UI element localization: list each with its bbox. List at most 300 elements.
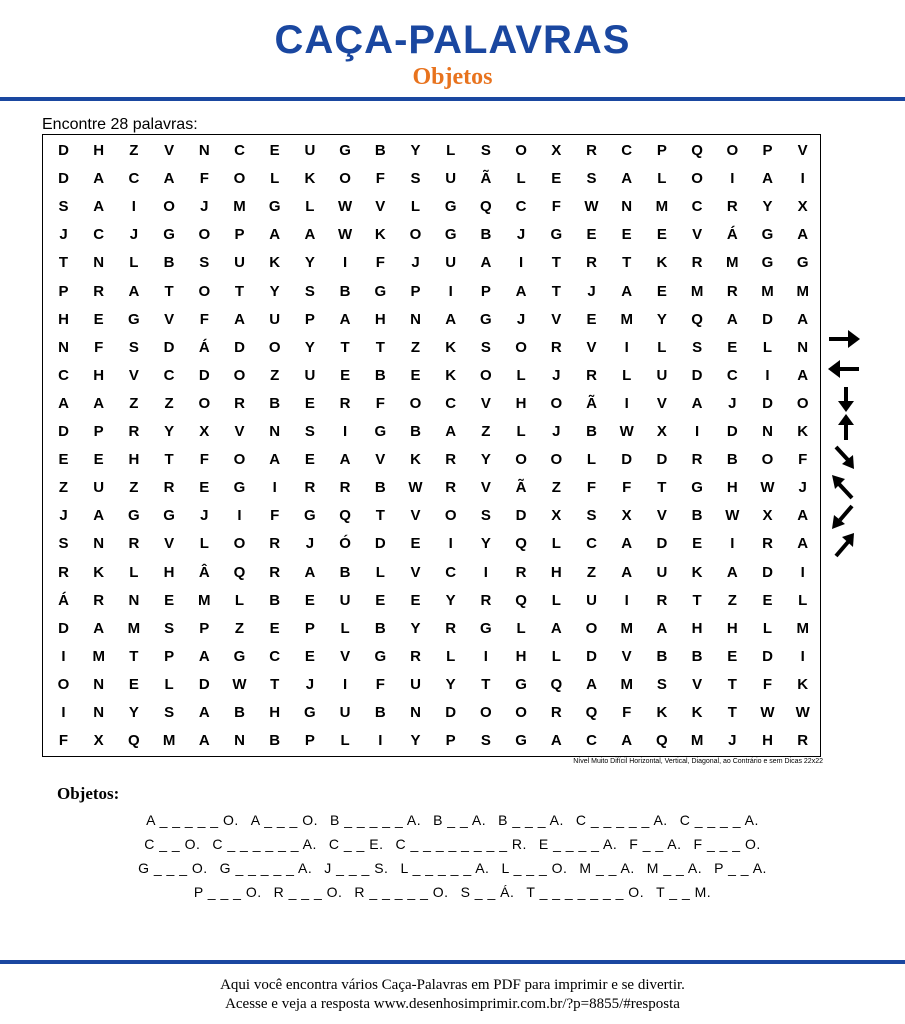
word-hint: F _ _ _ O.: [693, 836, 761, 852]
grid-cell: M: [620, 619, 633, 637]
grid-cell: Y: [762, 198, 773, 216]
page-subtitle: Objetos: [412, 64, 493, 90]
grid-cell: N: [234, 732, 245, 750]
grid-cell: C: [163, 366, 175, 384]
grid-cell: A: [163, 170, 175, 188]
grid-cell: B: [480, 226, 492, 244]
grid-cell: R: [480, 591, 492, 609]
grid-cell: D: [762, 563, 773, 581]
word-hint: T _ _ M.: [656, 884, 712, 900]
bottom-divider: [0, 960, 905, 964]
grid-cell: I: [800, 563, 805, 581]
grid-cell: K: [445, 338, 457, 356]
grid-cell: D: [515, 507, 527, 525]
grid-cell: W: [584, 198, 599, 216]
grid-cell: M: [198, 591, 211, 609]
grid-cell: V: [621, 647, 632, 665]
grid-cell: C: [621, 142, 633, 159]
grid-cell: C: [586, 535, 597, 553]
grid-cell: C: [586, 732, 597, 750]
grid-cell: X: [621, 507, 632, 525]
grid-cell: B: [339, 282, 351, 300]
grid-cell: G: [304, 507, 316, 525]
grid-cell: V: [480, 394, 491, 412]
grid-cell: L: [199, 535, 209, 553]
grid-cell: O: [726, 142, 739, 159]
grid-cell: B: [410, 423, 421, 440]
grid-cell: A: [550, 732, 562, 750]
grid-cell: T: [375, 338, 385, 356]
grid-cell: W: [619, 423, 634, 440]
grid-cell: L: [516, 423, 526, 440]
grid-cell: Á: [58, 591, 69, 609]
grid-cell: D: [234, 338, 245, 356]
grid-cell: L: [446, 142, 456, 159]
grid-cell: I: [624, 394, 629, 412]
grid-cell: V: [375, 198, 386, 216]
word-list: [0, 808, 905, 904]
grid-cell: D: [163, 338, 175, 356]
grid-cell: H: [269, 704, 281, 721]
grid-cell: E: [269, 619, 280, 637]
grid-cell: I: [730, 170, 735, 188]
grid-cell: U: [93, 479, 105, 497]
grid-cell: F: [199, 170, 209, 188]
grid-cell: Q: [585, 704, 598, 721]
grid-cell: H: [762, 732, 773, 750]
grid-cell: M: [761, 282, 774, 300]
grid-cell: K: [656, 254, 668, 272]
grid-cell: Z: [551, 479, 561, 497]
grid-cell: J: [516, 310, 526, 328]
grid-cell: F: [586, 479, 597, 497]
grid-cell: N: [269, 423, 281, 440]
grid-cell: G: [339, 142, 351, 159]
grid-cell: M: [620, 675, 633, 693]
grid-cell: Y: [410, 619, 421, 637]
grid-cell: R: [726, 198, 738, 216]
grid-cell: L: [551, 535, 561, 553]
grid-cell: A: [726, 310, 738, 328]
grid-cell: V: [551, 310, 562, 328]
grid-cell: L: [657, 170, 667, 188]
grid-cell: F: [199, 310, 209, 328]
grid-cell: Z: [129, 142, 139, 159]
grid-cell: A: [445, 310, 457, 328]
grid-cell: O: [233, 366, 246, 384]
grid-cell: E: [410, 535, 421, 553]
grid-cell: U: [234, 254, 245, 272]
instruction-text: Encontre 28 palavras:: [42, 116, 198, 133]
page-title: CAÇA-PALAVRAS: [274, 18, 631, 62]
grid-cell: O: [550, 394, 563, 412]
grid-cell: O: [480, 366, 492, 384]
grid-cell: A: [621, 732, 633, 750]
grid-cell: S: [656, 675, 667, 693]
grid-cell: X: [762, 507, 773, 525]
grid-cell: L: [516, 366, 526, 384]
grid-cell: J: [728, 394, 737, 412]
grid-cell: M: [690, 732, 704, 750]
grid-cell: C: [726, 366, 738, 384]
grid-cell: X: [797, 198, 808, 216]
grid-cell: C: [691, 198, 703, 216]
grid-cell: H: [374, 310, 386, 328]
grid-cell: X: [93, 732, 104, 750]
grid-cell: J: [587, 282, 596, 300]
grid-cell: F: [762, 675, 773, 693]
grid-cell: F: [199, 451, 209, 469]
word-hint: R _ _ _ _ _ O.: [354, 884, 449, 900]
grid-cell: R: [339, 394, 351, 412]
grid-cell: A: [269, 451, 281, 469]
word-hint: S _ _ Á.: [460, 884, 515, 900]
word-hint: G _ _ _ O.: [138, 860, 208, 876]
grid-cell: A: [198, 704, 210, 721]
grid-cell: A: [339, 310, 351, 328]
grid-cell: Á: [726, 226, 738, 244]
grid-cell: I: [448, 282, 453, 300]
grid-cell: B: [586, 423, 597, 440]
grid-cell: L: [305, 198, 315, 216]
grid-cell: Z: [727, 591, 737, 609]
grid-cell: B: [269, 732, 281, 750]
grid-cell: N: [410, 310, 421, 328]
word-hint: C _ _ _ _ A.: [679, 812, 759, 828]
grid-cell: Q: [550, 675, 563, 693]
grid-cell: S: [164, 619, 175, 637]
grid-cell: D: [58, 619, 69, 637]
grid-cell: A: [58, 394, 69, 412]
grid-cell: U: [586, 591, 597, 609]
grid-cell: Q: [128, 732, 140, 750]
grid-cell: O: [198, 282, 211, 300]
grid-cell: S: [692, 338, 703, 356]
grid-cell: K: [691, 563, 703, 581]
grid-cell: J: [59, 226, 68, 244]
grid-cell: P: [445, 732, 456, 750]
grid-cell: Ó: [339, 535, 351, 553]
grid-cell: I: [61, 704, 66, 721]
grid-cell: V: [797, 142, 808, 159]
grid-cell: U: [445, 170, 457, 188]
grid-cell: D: [656, 535, 668, 553]
grid-cell: G: [480, 619, 492, 637]
grid-cell: C: [445, 394, 457, 412]
word-hint-line: [0, 856, 905, 880]
grid-cell: A: [797, 535, 809, 553]
grid-cell: R: [691, 451, 703, 469]
grid-cell: D: [621, 451, 633, 469]
grid-cell: J: [129, 226, 139, 244]
grid-cell: C: [515, 198, 527, 216]
grid-cell: N: [93, 254, 105, 272]
grid-cell: S: [199, 254, 210, 272]
grid-cell: L: [622, 366, 632, 384]
grid-cell: P: [58, 282, 69, 300]
grid-cell: I: [624, 338, 629, 356]
grid-cell: O: [444, 507, 457, 525]
grid-cell: L: [657, 338, 667, 356]
grid-cell: W: [760, 479, 775, 497]
grid-cell: D: [586, 647, 597, 665]
grid-cell: G: [163, 226, 175, 244]
footer-line-2: Acesse e veja a resposta www.desenhosimprimir.com.br/?p=8855/#resposta: [225, 996, 680, 1012]
grid-cell: M: [162, 732, 176, 750]
grid-cell: R: [691, 254, 703, 272]
grid-cell: F: [375, 394, 385, 412]
grid-cell: S: [480, 732, 491, 750]
grid-cell: L: [375, 563, 385, 581]
grid-cell: W: [760, 704, 775, 721]
grid-cell: G: [374, 282, 387, 300]
grid-cell: U: [304, 142, 316, 159]
grid-cell: H: [128, 451, 140, 469]
grid-cell: L: [340, 619, 350, 637]
grid-cell: S: [586, 507, 597, 525]
grid-cell: W: [408, 479, 423, 497]
word-hint: P _ _ _ O.: [193, 884, 262, 900]
grid-cell: Y: [128, 704, 139, 721]
grid-cell: Y: [480, 451, 491, 469]
grid-cell: K: [304, 170, 316, 188]
footer: [0, 976, 905, 1014]
grid-cell: P: [656, 142, 667, 159]
grid-cell: J: [200, 198, 209, 216]
grid-cell: O: [550, 451, 563, 469]
word-hint: C _ _ O.: [144, 836, 201, 852]
grid-cell: V: [410, 563, 421, 581]
grid-cell: K: [797, 675, 809, 693]
grid-cell: L: [516, 619, 526, 637]
right-arrow-icon: [826, 325, 862, 353]
grid-cell: Ã: [480, 170, 492, 188]
grid-cell: S: [480, 142, 491, 159]
grid-cell: V: [164, 310, 175, 328]
grid-cell: H: [515, 394, 527, 412]
grid-cell: V: [692, 226, 703, 244]
grid-cell: W: [338, 226, 353, 244]
grid-cell: R: [269, 535, 281, 553]
word-hint: R _ _ _ O.: [273, 884, 343, 900]
grid-cell: H: [93, 142, 105, 159]
grid-cell: M: [796, 282, 809, 300]
grid-cell: X: [199, 423, 210, 440]
grid-cell: B: [374, 366, 386, 384]
grid-cell: Q: [233, 563, 246, 581]
grid-cell: G: [691, 479, 703, 497]
grid-cell: L: [516, 170, 526, 188]
grid-cell: M: [655, 198, 669, 216]
grid-cell: I: [695, 423, 700, 440]
grid-cell: H: [726, 479, 738, 497]
grid-cell: R: [726, 282, 738, 300]
grid-cell: C: [234, 142, 245, 159]
grid-cell: A: [726, 563, 738, 581]
grid-cell: E: [762, 591, 773, 609]
grid-cell: K: [691, 704, 703, 721]
grid-cell: I: [343, 423, 348, 440]
grid-cell: B: [269, 394, 281, 412]
grid-cell: A: [445, 423, 457, 440]
grid-cell: K: [445, 366, 457, 384]
grid-cell: E: [727, 338, 738, 356]
grid-cell: R: [445, 619, 457, 637]
grid-cell: G: [374, 647, 387, 665]
grid-cell: P: [480, 282, 491, 300]
grid-cell: A: [339, 451, 351, 469]
grid-cell: J: [552, 366, 561, 384]
grid-cell: A: [797, 366, 809, 384]
grid-cell: D: [762, 647, 773, 665]
grid-cell: T: [481, 675, 491, 693]
grid-cell: P: [410, 282, 421, 300]
grid-cell: I: [343, 254, 348, 272]
grid-cell: U: [339, 591, 351, 609]
grid-cell: B: [269, 591, 281, 609]
grid-cell: I: [730, 535, 735, 553]
grid-cell: O: [585, 619, 598, 637]
grid-cell: L: [410, 198, 421, 216]
grid-cell: K: [797, 423, 809, 440]
grid-cell: L: [234, 591, 245, 609]
grid-cell: I: [272, 479, 277, 497]
grid-cell: G: [233, 479, 246, 497]
grid-cell: A: [515, 282, 527, 300]
grid-cell: H: [691, 619, 703, 637]
grid-cell: B: [374, 704, 386, 721]
word-hint-line: [0, 880, 905, 904]
grid-cell: O: [163, 198, 175, 216]
word-hint: C _ _ _ _ _ A.: [575, 812, 668, 828]
grid-cell: Q: [480, 198, 492, 216]
grid-cell: Z: [234, 619, 245, 637]
grid-cell: I: [765, 366, 770, 384]
grid-cell: F: [94, 338, 104, 356]
grid-cell: P: [234, 226, 245, 244]
grid-cell: I: [448, 535, 453, 553]
grid-cell: T: [622, 254, 632, 272]
grid-cell: P: [164, 647, 175, 665]
grid-cell: W: [795, 704, 810, 721]
grid-cell: J: [305, 675, 315, 693]
grid-cell: N: [93, 535, 105, 553]
grid-cell: Y: [164, 423, 175, 440]
grid-cell: J: [200, 507, 209, 525]
grid-cell: A: [198, 732, 210, 750]
grid-cell: U: [339, 704, 351, 721]
grid-cell: A: [269, 226, 281, 244]
grid-cell: E: [656, 282, 667, 300]
grid-cell: G: [268, 198, 281, 216]
word-hint-line: [0, 808, 905, 832]
grid-cell: C: [269, 647, 281, 665]
grid-cell: I: [800, 647, 805, 665]
grid-cell: R: [586, 254, 597, 272]
grid-cell: N: [410, 704, 421, 721]
grid-cell: N: [93, 704, 105, 721]
grid-cell: B: [163, 254, 175, 272]
grid-cell: B: [656, 647, 668, 665]
grid-cell: G: [128, 310, 140, 328]
grid-cell: N: [198, 142, 210, 159]
grid-cell: I: [131, 198, 136, 216]
grid-cell: G: [796, 254, 809, 272]
grid-cell: A: [586, 675, 597, 693]
grid-cell: E: [656, 226, 667, 244]
grid-cell: A: [234, 310, 245, 328]
grid-cell: G: [515, 675, 527, 693]
word-hint: B _ _ _ _ _ A.: [330, 812, 422, 828]
grid-cell: E: [375, 591, 386, 609]
grid-cell: I: [624, 591, 629, 609]
grid-cell: I: [483, 647, 488, 665]
grid-cell: N: [621, 198, 633, 216]
grid-cell: M: [92, 647, 105, 665]
grid-cell: A: [550, 619, 562, 637]
grid-cell: Y: [304, 254, 315, 272]
grid-cell: B: [691, 647, 703, 665]
grid-cell: T: [727, 675, 737, 693]
grid-cell: N: [762, 423, 773, 440]
grid-cell: V: [410, 507, 421, 525]
grid-cell: L: [551, 647, 561, 665]
grid-cell: E: [128, 675, 139, 693]
down-left-arrow-icon: [826, 503, 862, 531]
grid-cell: T: [234, 282, 245, 300]
grid-cell: A: [93, 198, 105, 216]
grid-cell: Y: [445, 675, 456, 693]
grid-cell: S: [128, 338, 139, 356]
grid-cell: U: [410, 675, 421, 693]
word-hint: J _ _ _ S.: [324, 860, 389, 876]
grid-cell: O: [515, 704, 527, 721]
grid-cell: H: [93, 366, 105, 384]
word-hint: E _ _ _ _ A.: [538, 836, 618, 852]
difficulty-note: Nível Muito Difícil Horizontal, Vertical, Diagonal, ao Contrário e sem Dicas 22x22: [573, 758, 823, 765]
grid-cell: V: [656, 394, 667, 412]
grid-cell: U: [269, 310, 281, 328]
grid-cell: Ã: [586, 394, 597, 412]
grid-cell: F: [798, 451, 808, 469]
grid-cell: V: [128, 366, 139, 384]
grid-cell: S: [304, 282, 315, 300]
grid-cell: E: [621, 226, 632, 244]
grid-cell: B: [374, 479, 386, 497]
grid-cell: A: [797, 310, 809, 328]
grid-cell: E: [586, 310, 597, 328]
grid-cell: Z: [481, 423, 491, 440]
grid-cell: Y: [656, 310, 667, 328]
grid-cell: L: [586, 451, 597, 469]
grid-cell: R: [586, 366, 597, 384]
grid-cell: W: [725, 507, 740, 525]
grid-cell: R: [762, 535, 773, 553]
grid-cell: D: [691, 366, 703, 384]
grid-cell: E: [304, 647, 315, 665]
grid-cell: G: [550, 226, 563, 244]
grid-cell: N: [93, 675, 105, 693]
grid-cell: Q: [515, 535, 527, 553]
grid-cell: Z: [410, 338, 421, 356]
grid-cell: B: [339, 563, 351, 581]
grid-cell: J: [516, 226, 526, 244]
grid-cell: Y: [445, 591, 456, 609]
grid-cell: D: [198, 366, 210, 384]
grid-cell: O: [515, 451, 527, 469]
grid-cell: V: [375, 451, 386, 469]
grid-cell: Z: [129, 479, 139, 497]
